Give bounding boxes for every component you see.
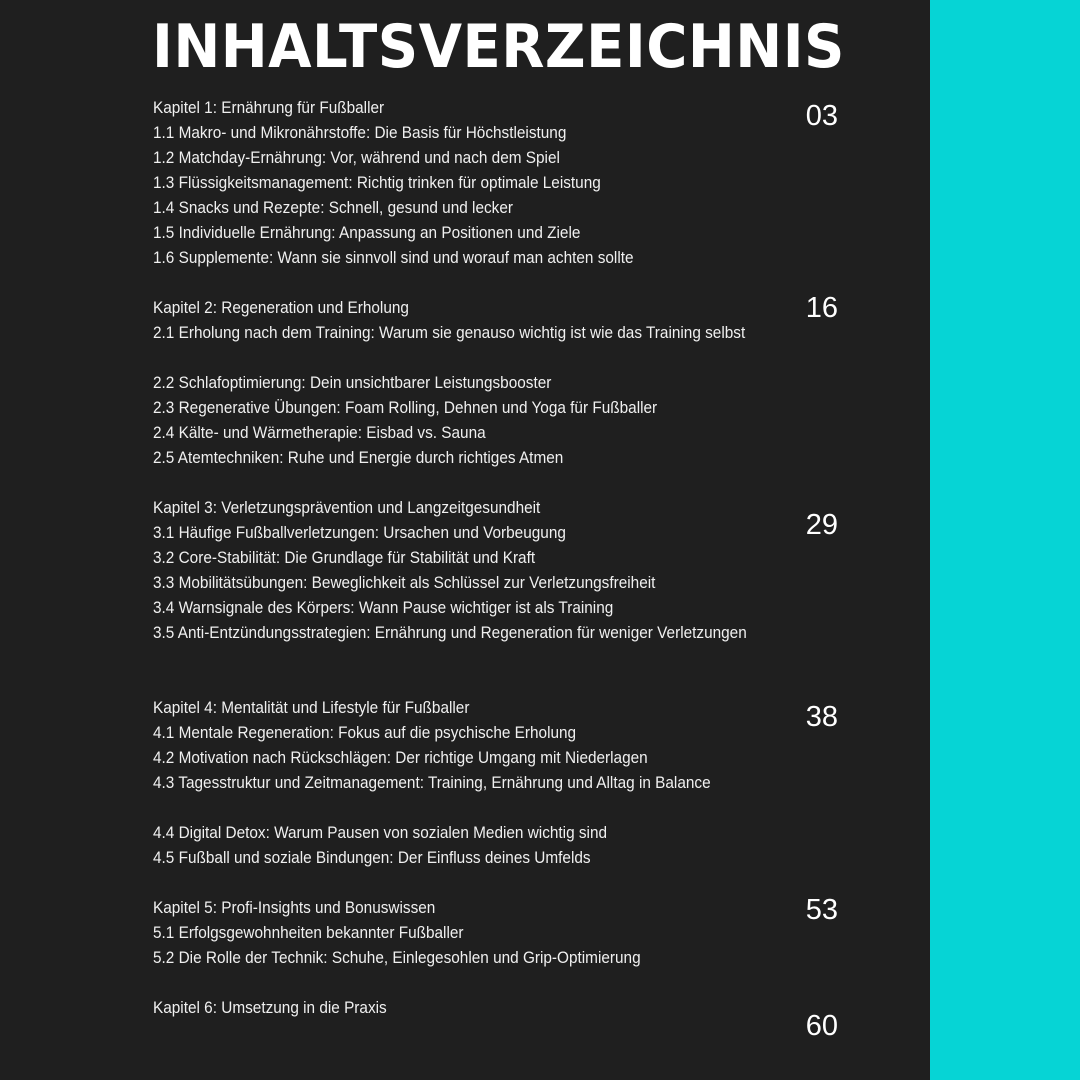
chapter-5 xyxy=(153,896,793,971)
section-entry[interactable]: 1.6 Supplemente: Wann sie sinnvoll sind und worauf man achten sollte xyxy=(153,249,634,267)
section-entry[interactable]: 1.5 Individuelle Ernährung: Anpassung an Positionen und Ziele xyxy=(153,224,581,242)
page-title: INHALTSVERZEICHNIS xyxy=(152,12,845,82)
section-entry[interactable]: 2.2 Schlafoptimierung: Dein unsichtbarer Leistungsbooster xyxy=(153,374,552,392)
section-entry[interactable]: 4.2 Motivation nach Rückschlägen: Der richtige Umgang mit Niederlagen xyxy=(153,749,648,767)
page-number-chapter-2: 16 xyxy=(805,292,838,324)
section-entry[interactable]: 3.1 Häufige Fußballverletzungen: Ursachen und Vorbeugung xyxy=(153,524,566,542)
chapter-6 xyxy=(153,996,793,1021)
table-of-contents xyxy=(153,96,793,1046)
accent-panel xyxy=(930,0,1080,1080)
section-entry[interactable]: 4.1 Mentale Regeneration: Fokus auf die psychische Erholung xyxy=(153,724,577,742)
section-entry[interactable]: 1.3 Flüssigkeitsmanagement: Richtig trinken für optimale Leistung xyxy=(153,174,601,192)
page-number-chapter-3: 29 xyxy=(805,509,838,541)
section-entry[interactable]: 4.3 Tagesstruktur und Zeitmanagement: Training, Ernährung und Alltag in Balance xyxy=(153,774,711,792)
section-entry[interactable]: 5.2 Die Rolle der Technik: Schuhe, Einlegesohlen und Grip-Optimierung xyxy=(153,949,641,967)
chapter-heading[interactable]: Kapitel 2: Regeneration und Erholung xyxy=(153,299,409,317)
page-number-chapter-1: 03 xyxy=(805,100,838,132)
chapter-1 xyxy=(153,96,793,271)
chapter-2 xyxy=(153,296,793,471)
chapter-heading[interactable]: Kapitel 3: Verletzungsprävention und Langzeitgesundheit xyxy=(153,499,541,517)
section-entry[interactable]: 4.5 Fußball und soziale Bindungen: Der Einfluss deines Umfelds xyxy=(153,849,591,867)
section-entry[interactable]: 1.1 Makro- und Mikronährstoffe: Die Basis für Höchstleistung xyxy=(153,124,567,142)
page-number-chapter-6: 60 xyxy=(805,1010,838,1042)
page-numbers-column xyxy=(778,0,838,1080)
section-entry[interactable]: 2.1 Erholung nach dem Training: Warum sie genauso wichtig ist wie das Training selbst xyxy=(153,324,746,342)
section-entry[interactable]: 2.4 Kälte- und Wärmetherapie: Eisbad vs. Sauna xyxy=(153,424,486,442)
chapter-4 xyxy=(153,696,793,871)
chapter-heading[interactable]: Kapitel 5: Profi-Insights und Bonuswissen xyxy=(153,899,436,917)
chapter-heading[interactable]: Kapitel 4: Mentalität und Lifestyle für Fußballer xyxy=(153,699,470,717)
section-entry[interactable]: 3.2 Core-Stabilität: Die Grundlage für Stabilität und Kraft xyxy=(153,549,536,567)
section-entry[interactable]: 3.3 Mobilitätsübungen: Beweglichkeit als Schlüssel zur Verletzungsfreiheit xyxy=(153,574,656,592)
section-entry[interactable]: 5.1 Erfolgsgewohnheiten bekannter Fußballer xyxy=(153,924,464,942)
chapter-heading[interactable]: Kapitel 6: Umsetzung in die Praxis xyxy=(153,999,387,1017)
chapter-heading[interactable]: Kapitel 1: Ernährung für Fußballer xyxy=(153,99,385,117)
section-entry[interactable]: 2.3 Regenerative Übungen: Foam Rolling, Dehnen und Yoga für Fußballer xyxy=(153,399,658,417)
page-number-chapter-4: 38 xyxy=(805,701,838,733)
section-entry[interactable]: 1.2 Matchday-Ernährung: Vor, während und nach dem Spiel xyxy=(153,149,560,167)
page-number-chapter-5: 53 xyxy=(805,894,838,926)
section-entry[interactable]: 2.5 Atemtechniken: Ruhe und Energie durch richtiges Atmen xyxy=(153,449,564,467)
chapter-3 xyxy=(153,496,793,671)
section-entry[interactable]: 3.5 Anti-Entzündungsstrategien: Ernährung und Regeneration für weniger Verletzungen xyxy=(153,624,747,642)
section-entry[interactable]: 3.4 Warnsignale des Körpers: Wann Pause wichtiger ist als Training xyxy=(153,599,614,617)
section-entry[interactable]: 4.4 Digital Detox: Warum Pausen von sozialen Medien wichtig sind xyxy=(153,824,608,842)
section-entry[interactable]: 1.4 Snacks und Rezepte: Schnell, gesund und lecker xyxy=(153,199,513,217)
